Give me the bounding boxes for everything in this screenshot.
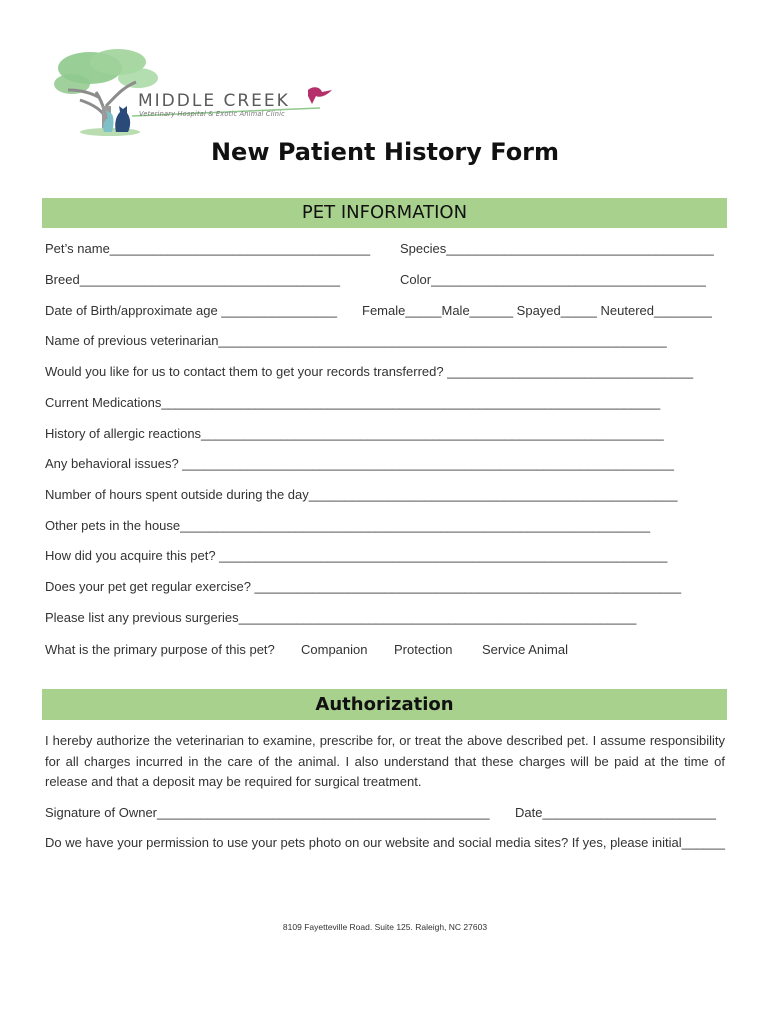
owner-signature-field[interactable]: Signature of Owner______________________________________________ — [45, 805, 490, 820]
records-transfer-field[interactable]: Would you like for us to contact them to get your records transferred? __________________________________ — [45, 364, 694, 379]
purpose-option-protection[interactable]: Protection — [394, 642, 453, 657]
previous-vet-field[interactable]: Name of previous veterinarian______________________________________________________________ — [45, 333, 667, 348]
purpose-option-service-animal[interactable]: Service Animal — [482, 642, 568, 657]
logo-tagline: Veterinary Hospital & Exotic Animal Clinic — [139, 110, 285, 118]
medications-field[interactable]: Current Medications_____________________________________________________________________ — [45, 395, 661, 410]
signature-date-field[interactable]: Date________________________ — [515, 805, 716, 820]
species-field[interactable]: Species_____________________________________ — [400, 241, 714, 256]
acquire-pet-field[interactable]: How did you acquire this pet? ______________________________________________________________ — [45, 548, 668, 563]
purpose-option-companion[interactable]: Companion — [301, 642, 368, 657]
logo-name: MIDDLE CREEK — [138, 91, 290, 111]
breed-field[interactable]: Breed____________________________________ — [45, 272, 340, 287]
clinic-address: 8109 Fayetteville Road. Suite 125. Raleigh, NC 27603 — [282, 922, 488, 932]
surgeries-field[interactable]: Please list any previous surgeries_______________________________________________________ — [45, 610, 637, 625]
form-title: New Patient History Form — [210, 138, 560, 166]
pet-name-field[interactable]: Pet’s name____________________________________ — [45, 241, 371, 256]
color-field[interactable]: Color______________________________________ — [400, 272, 706, 287]
exercise-field[interactable]: Does your pet get regular exercise? ___________________________________________________________ — [45, 579, 682, 594]
other-pets-field[interactable]: Other pets in the house_________________________________________________________________ — [45, 518, 651, 533]
purpose-question: What is the primary purpose of this pet? — [45, 642, 275, 657]
allergic-reactions-field[interactable]: History of allergic reactions________________________________________________________________ — [45, 426, 664, 441]
dob-field[interactable]: Date of Birth/approximate age ________________ — [45, 303, 337, 318]
sex-status-field[interactable]: Female_____Male______ Spayed_____ Neutered________ — [362, 303, 712, 318]
hours-outside-field[interactable]: Number of hours spent outside during the day___________________________________________________ — [45, 487, 678, 502]
photo-permission-field[interactable]: Do we have your permission to use your pets photo on our website and social media sites? If yes, please initial______ — [45, 835, 725, 850]
section-header-pet-information: PET INFORMATION — [42, 198, 727, 228]
authorization-paragraph: I hereby authorize the veterinarian to examine, prescribe for, or treat the above described pet. I assume responsibility for all charges incurred in the care of the animal. I also understand that these charges will be paid at the time of release and that a deposit may be required for surgical treatment. — [45, 733, 725, 789]
behavioral-issues-field[interactable]: Any behavioral issues? ____________________________________________________________________ — [45, 456, 674, 471]
section-header-authorization: Authorization — [42, 689, 727, 720]
